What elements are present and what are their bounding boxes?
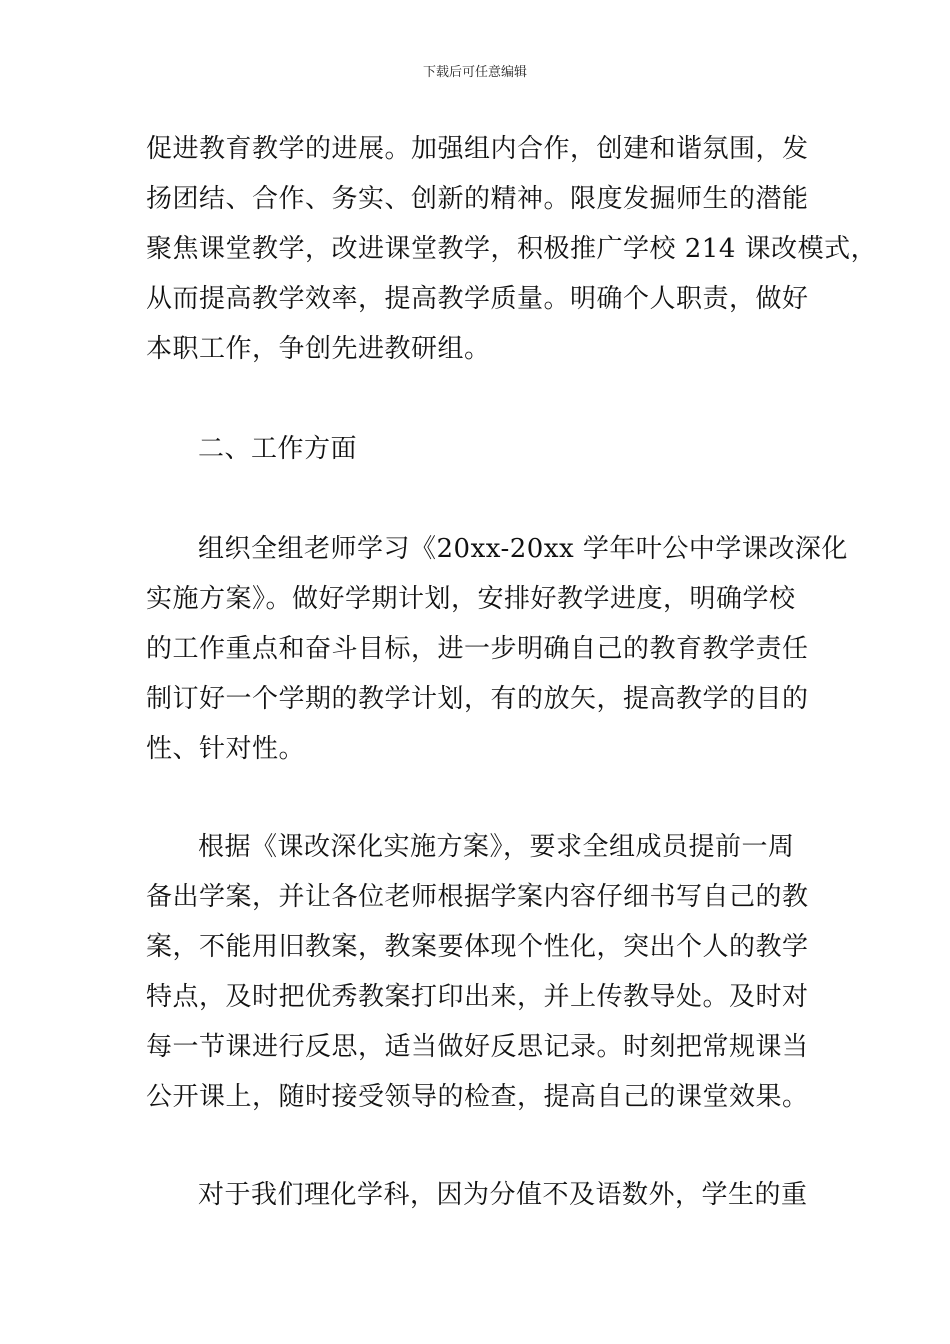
text-line: 本职工作，争创先进教研组。 [146,334,491,364]
text-line: 组织全组老师学习《20xx-20xx 学年叶公中学课改深化 [198,534,848,564]
text-line: 促进教育教学的进展。加强组内合作，创建和谐氛围，发 [146,134,809,164]
text-line: 实施方案》。做好学期计划，安排好教学进度，明确学校 [146,584,796,614]
text-line: 备出学案，并让各位老师根据学案内容仔细书写自己的教 [146,882,809,912]
text-line: 每一节课进行反思，适当做好反思记录。时刻把常规课当 [146,1032,809,1062]
text-line: 制订好一个学期的教学计划，有的放矢，提高教学的目的 [146,684,809,714]
text-line: 公开课上，随时接受领导的检查，提高自己的课堂效果。 [146,1082,809,1112]
text-line: 根据《课改深化实施方案》，要求全组成员提前一周 [198,832,795,862]
text-line: 从而提高教学效率，提高教学质量。明确个人职责，做好 [146,284,809,314]
text-line: 扬团结、合作、务实、创新的精神。限度发掘师生的潜能 [146,184,809,214]
text-line: 聚焦课堂教学，改进课堂教学，积极推广学校 214 课改模式， [146,234,878,264]
heading-text: 二、工作方面 [198,434,358,464]
text-line: 的工作重点和奋斗目标，进一步明确自己的教育教学责任 [146,634,809,664]
text-line: 对于我们理化学科，因为分值不及语数外，学生的重 [198,1180,808,1210]
text-line: 特点，及时把优秀教案打印出来，并上传教导处。及时对 [146,982,809,1012]
text-line: 性、针对性。 [146,734,306,764]
text-line: 案，不能用旧教案，教案要体现个性化，突出个人的教学 [146,932,809,962]
page-header: 下载后可任意编辑 [422,65,527,80]
